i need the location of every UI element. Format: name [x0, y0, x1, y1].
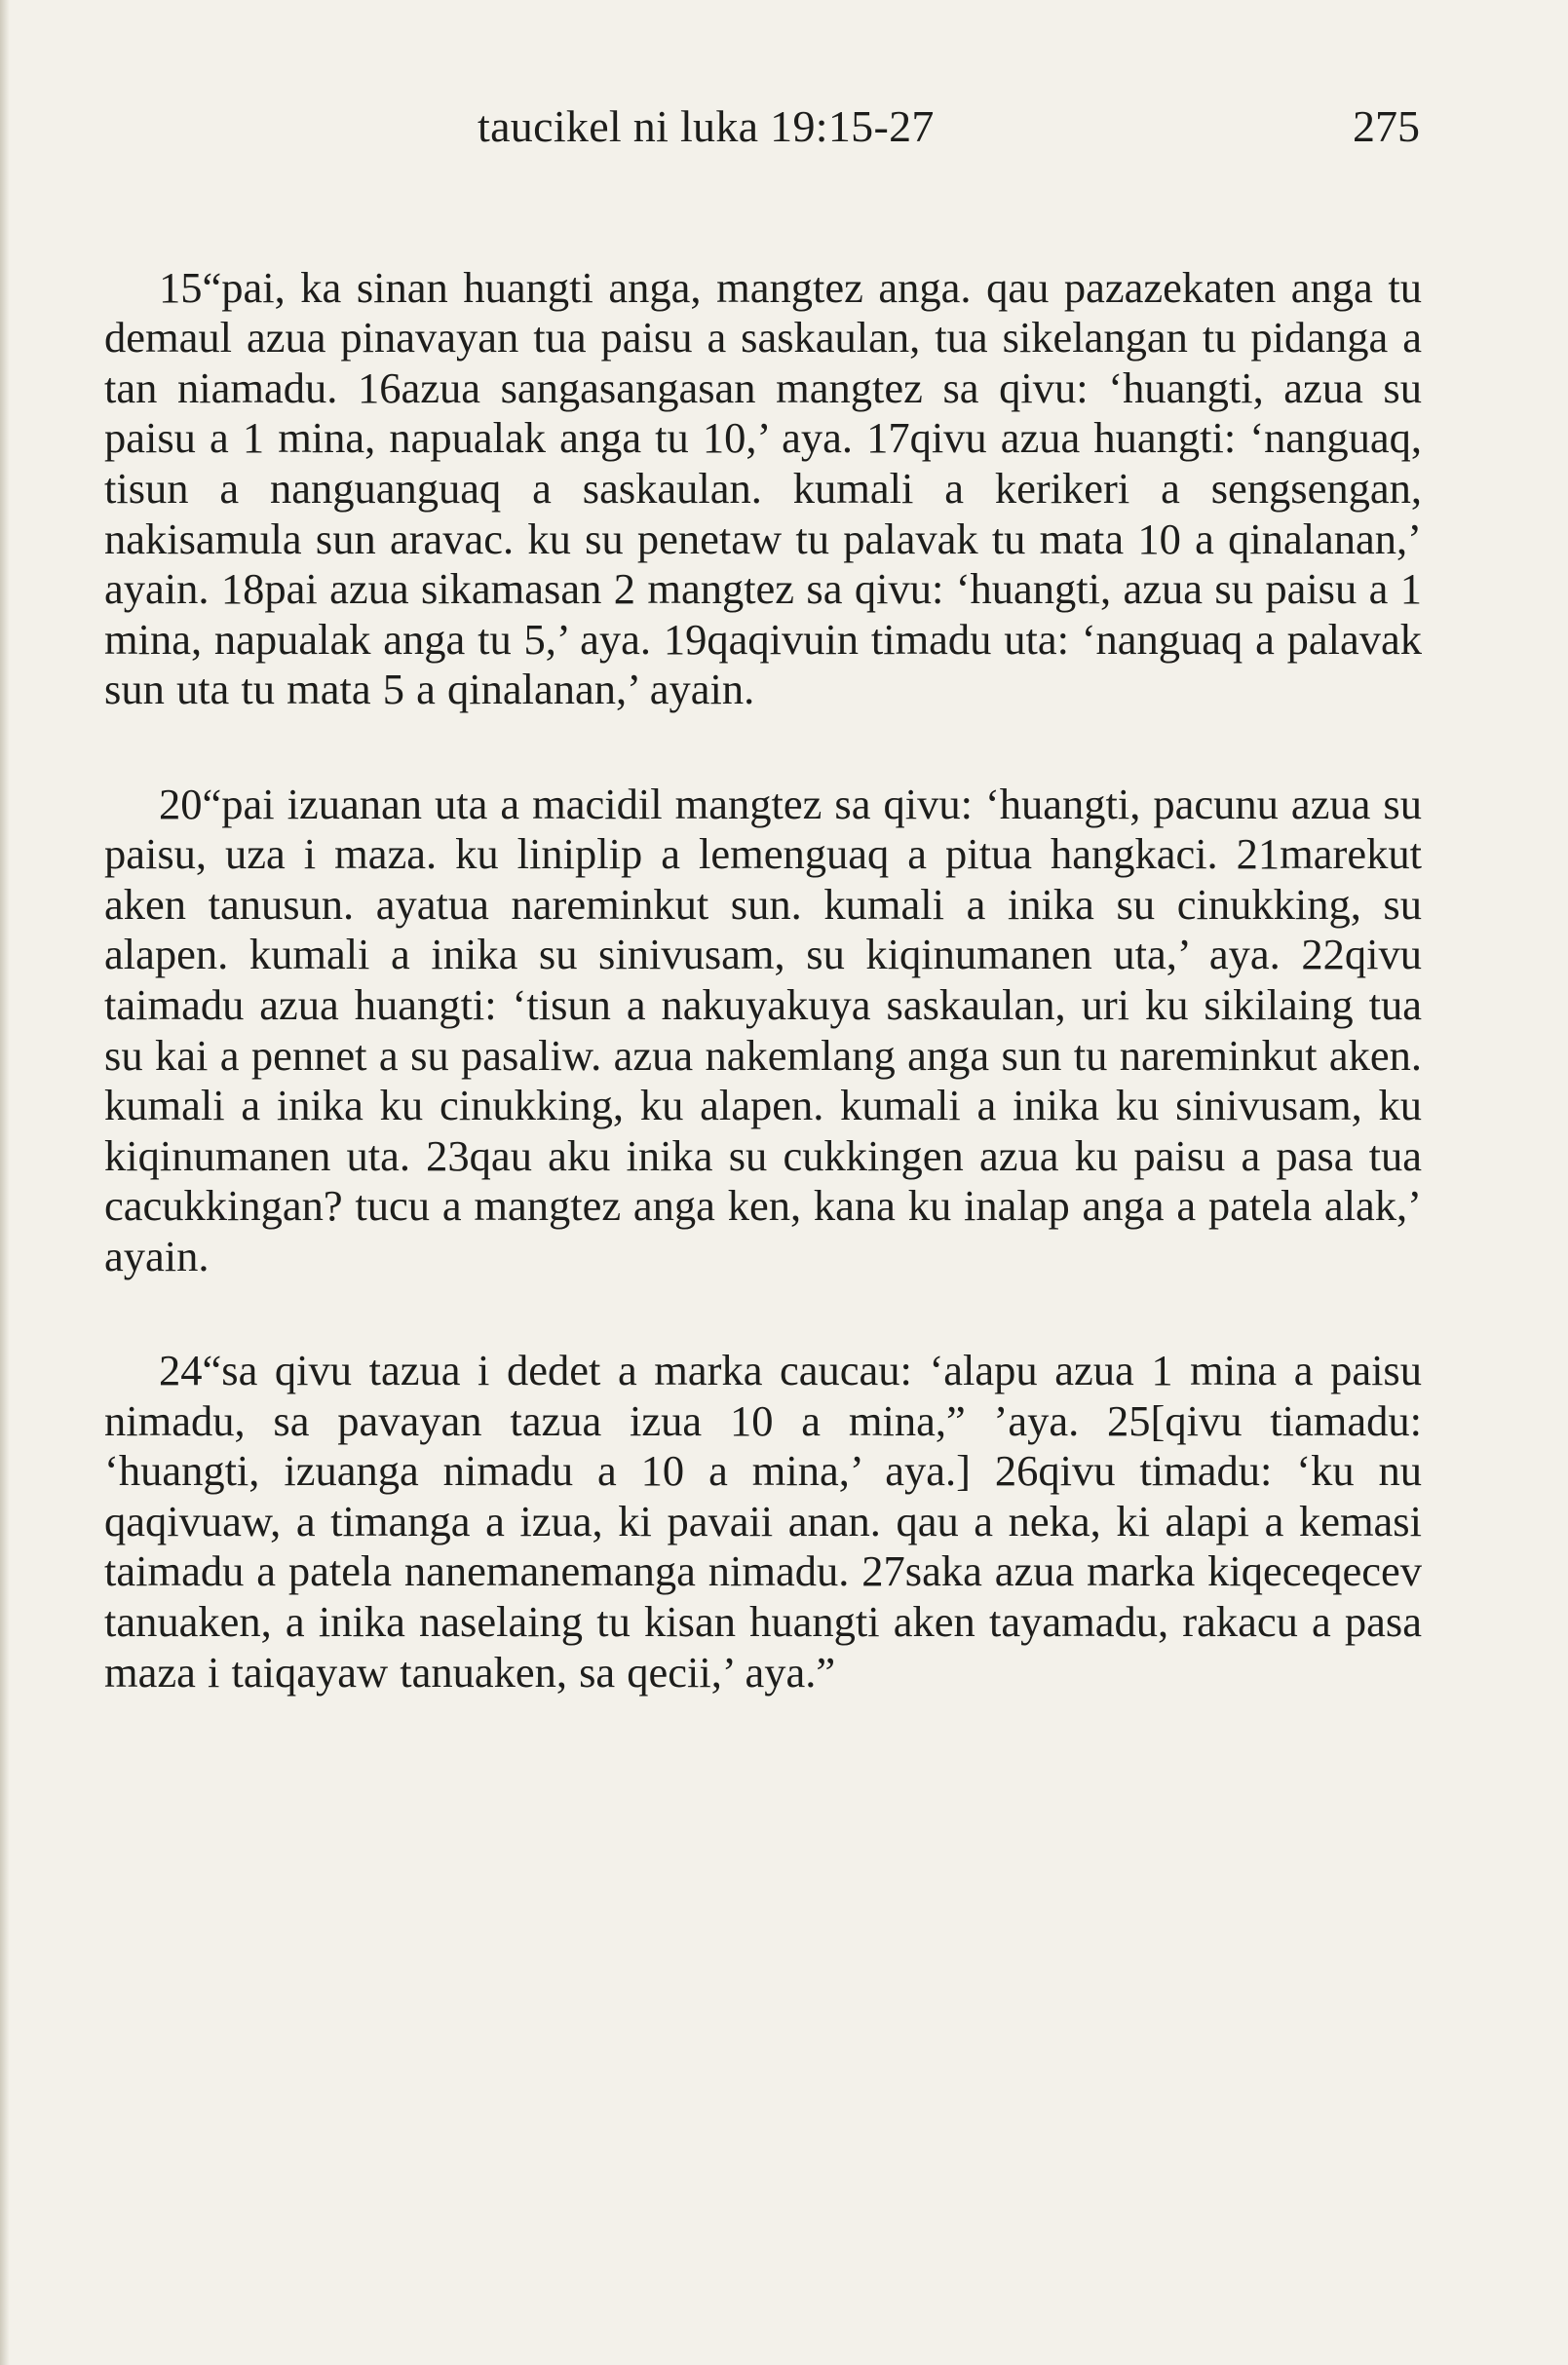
paragraph-verses-20-23: 20“pai izuanan uta a macidil mangtez sa qivu: ‘huangti, pacunu azua su paisu, uza i maza. ku liniplip a lemenguaq a pitua hangkaci. 21marekut aken tanusun. ayatua nareminkut sun. kumali a inika su cinukking, su alapen. kumali a inika su sinivusam, su kiqinumanen uta,’ aya. 22qivu taimadu azua huangti: ‘tisun a nakuyakuya saskaulan, uri ku sikilaing tua su kai a pennet a su pasaliw. azua nakemlang anga sun tu nareminkut aken. kumali a inika ku cinukking, ku alapen. kumali a inika ku sinivusam, ku kiqinumanen uta. 23qau aku inika su cukkingen azua ku paisu a pasa tua cacukkingan? tucu a mangtez anga ken, kana ku inalap anga a patela alak,’ ayain.	[104, 779, 1422, 1280]
paragraph-verses-15-19: 15“pai, ka sinan huangti anga, mangtez anga. qau pazazekaten anga tu demaul azua pinavayan tua paisu a saskaulan, tua sikelangan tu pidanga a tan niamadu. 16azua sangasangasan mangtez sa qivu: ‘huangti, azua su paisu a 1 mina, napualak anga tu 10,’ aya. 17qivu azua huangti: ‘nanguaq, tisun a nanguanguaq a saskaulan. kumali a kerikeri a sengsengan, nakisamula sun aravac. ku su penetaw tu palavak tu mata 10 a qinalanan,’ ayain. 18pai azua sikamasan 2 mangtez sa qivu: ‘huangti, azua su paisu a 1 mina, napualak anga tu 5,’ aya. 19qaqivuin timadu uta: ‘nanguaq a palavak sun uta tu mata 5 a qinalanan,’ ayain.	[104, 262, 1422, 714]
page-number: 275	[1353, 101, 1420, 151]
paragraph-verses-24-27: 24“sa qivu tazua i dedet a marka caucau: ‘alapu azua 1 mina a paisu nimadu, sa pavayan tazua izua 10 a mina,” ’aya. 25[qivu tiamadu: ‘huangti, izuanga nimadu a 10 a mina,’ aya.] 26qivu timadu: ‘ku nu qaqivuaw, a timanga a izua, ki pavaii anan. qau a neka, ki alapi a kemasi taimadu a patela nanemanemanga nimadu. 27saka azua marka kiqeceqecev tanuaken, a inika naselaing tu kisan huangti aken tayamadu, rakacu a pasa maza i taiqayaw tanuaken, sa qecii,’ aya.”	[104, 1346, 1422, 1697]
page-edge	[0, 0, 10, 2365]
running-head: taucikel ni luka 19:15-27	[478, 101, 935, 151]
page-header	[104, 100, 1420, 169]
body-text	[104, 212, 1422, 1762]
